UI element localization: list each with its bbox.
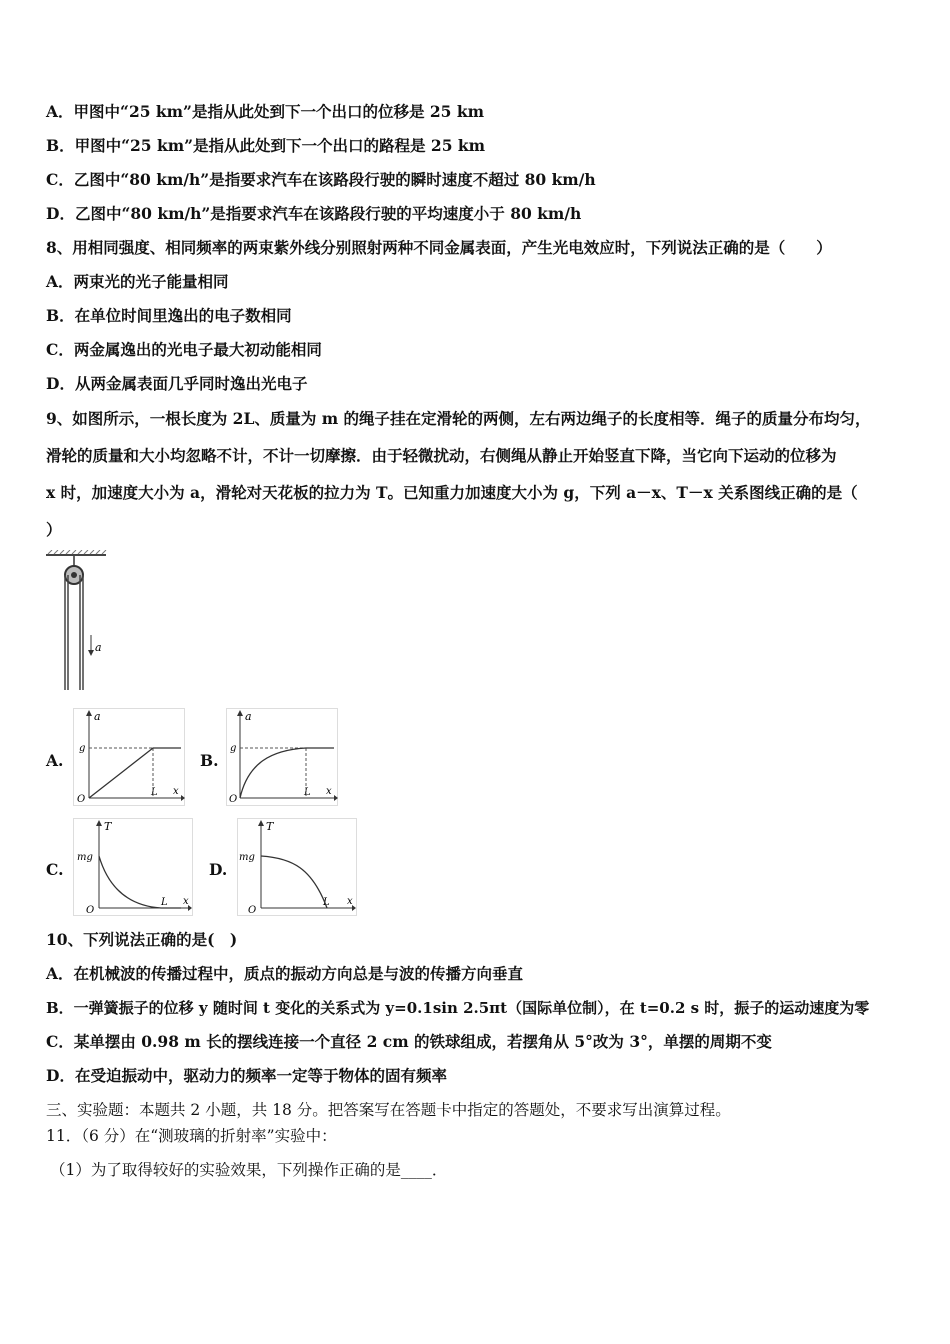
q9-stem-line-3: x 时，加速度大小为 a，滑轮对天花板的拉力为 T。已知重力加速度大小为 g，下列 a－x、T－x 关系图线正确的是（: [46, 483, 858, 502]
q8-option-b: B．在单位时间里逸出的电子数相同: [46, 306, 292, 325]
q10-option-d: D．在受迫振动中，驱动力的频率一定等于物体的固有频率: [46, 1066, 447, 1085]
graph-b-x-label: x: [326, 786, 332, 797]
graph-b-y-label: a: [245, 710, 252, 723]
pulley-axle: [71, 572, 77, 578]
graph-d-origin-label: O: [248, 905, 257, 916]
rope-left: [65, 575, 68, 690]
ceiling-hatching: [48, 550, 106, 554]
graph-c-y-label: T: [104, 820, 112, 833]
graph-a-g-label: g: [79, 743, 86, 754]
q9-stem-line-4: ）: [46, 520, 62, 539]
q7-option-a: A．甲图中“25 km”是指从此处到下一个出口的位移是 25 km: [46, 102, 484, 121]
q9-stem-line-1: 9、如图所示，一根长度为 2L、质量为 m 的绳子挂在定滑轮的两侧，左右两边绳子的长度相等．绳子的质量分布均匀，: [46, 409, 871, 428]
graph-c: [73, 818, 193, 916]
graph-a-frame: [74, 709, 185, 806]
graph-a-L-label: L: [151, 787, 158, 798]
q10-option-c: C．某单摆由 0.98 m 长的摆线连接一个直径 2 cm 的铁球组成，若摆角从 5°改为 3°，单摆的周期不变: [46, 1032, 772, 1051]
graph-c-x-label: x: [183, 896, 189, 907]
graph-b-frame: [227, 709, 338, 806]
graph-d-x-label: x: [347, 896, 353, 907]
q10-option-b: B．一弹簧振子的位移 y 随时间 t 变化的关系式为 y=0.1sin 2.5πt（国际单位制），在 t=0.2 s 时，振子的运动速度为零: [46, 999, 870, 1017]
q11-sub-question-1: （1）为了取得较好的实验效果，下列操作正确的是____．: [50, 1161, 448, 1179]
graph-a-y-label: a: [94, 710, 101, 723]
q10-option-a: A．在机械波的传播过程中，质点的振动方向总是与波的传播方向垂直: [46, 964, 524, 983]
graph-c-mg-label: mg: [77, 852, 93, 863]
q9-option-d-label: D.: [209, 860, 228, 879]
graph-c-L-label: L: [161, 897, 168, 908]
graph-d-mg-label: mg: [239, 852, 255, 863]
pulley-rope-figure: [44, 550, 108, 692]
graph-c-y-arrowhead: [96, 820, 102, 826]
graph-b: [226, 708, 338, 806]
q9-stem-line-2: 滑轮的质量和大小均忽略不计，不计一切摩擦．由于轻微扰动，右侧绳从静止开始竖直下降，当它向下运动的位移为: [46, 446, 837, 465]
rope-right: [80, 575, 83, 690]
graph-a-origin-label: O: [77, 794, 86, 805]
graph-d: [237, 818, 357, 916]
section-3-heading: 三、实验题：本题共 2 小题，共 18 分。把答案写在答题卡中指定的答题处，不要求写出演算过程。: [46, 1101, 731, 1119]
acceleration-label: a: [95, 641, 102, 654]
graph-d-curve: [261, 856, 327, 908]
graph-a-y-arrowhead: [86, 710, 92, 716]
graph-b-curve: [240, 748, 334, 798]
q9-option-a-label: A.: [46, 751, 64, 770]
graph-b-L-label: L: [304, 787, 311, 798]
q10-stem: 10、下列说法正确的是( ): [46, 930, 238, 949]
q8-option-a: A．两束光的光子能量相同: [46, 272, 229, 291]
acceleration-arrowhead: [88, 650, 94, 656]
graph-a-curve: [89, 748, 181, 798]
graph-a: [73, 708, 185, 806]
graph-d-y-label: T: [266, 820, 274, 833]
graph-b-y-arrowhead: [237, 710, 243, 716]
q8-option-c: C．两金属逸出的光电子最大初动能相同: [46, 340, 322, 359]
q8-option-d: D．从两金属表面几乎同时逸出光电子: [46, 374, 308, 393]
q11-stem: 11．（6 分）在“测玻璃的折射率”实验中：: [46, 1127, 337, 1145]
graph-a-x-label: x: [173, 786, 179, 797]
q7-option-b: B．甲图中“25 km”是指从此处到下一个出口的路程是 25 km: [46, 136, 486, 155]
graph-b-origin-label: O: [229, 794, 238, 805]
q7-option-d: D．乙图中“80 km/h”是指要求汽车在该路段行驶的平均速度小于 80 km/h: [46, 204, 582, 223]
graph-d-y-arrowhead: [258, 820, 264, 826]
q7-option-c: C．乙图中“80 km/h”是指要求汽车在该路段行驶的瞬时速度不超过 80 km/h: [46, 170, 596, 189]
graph-b-g-label: g: [230, 743, 237, 754]
q8-stem: 8、用相同强度、相同频率的两束紫外线分别照射两种不同金属表面，产生光电效应时，下列说法正确的是（ ）: [46, 238, 832, 257]
graph-c-origin-label: O: [86, 905, 95, 916]
q9-option-c-label: C.: [46, 860, 64, 879]
graph-d-L-label: L: [323, 897, 330, 908]
graph-c-curve: [99, 856, 181, 908]
q9-option-b-label: B.: [200, 751, 219, 770]
graph-d-frame: [238, 819, 357, 916]
